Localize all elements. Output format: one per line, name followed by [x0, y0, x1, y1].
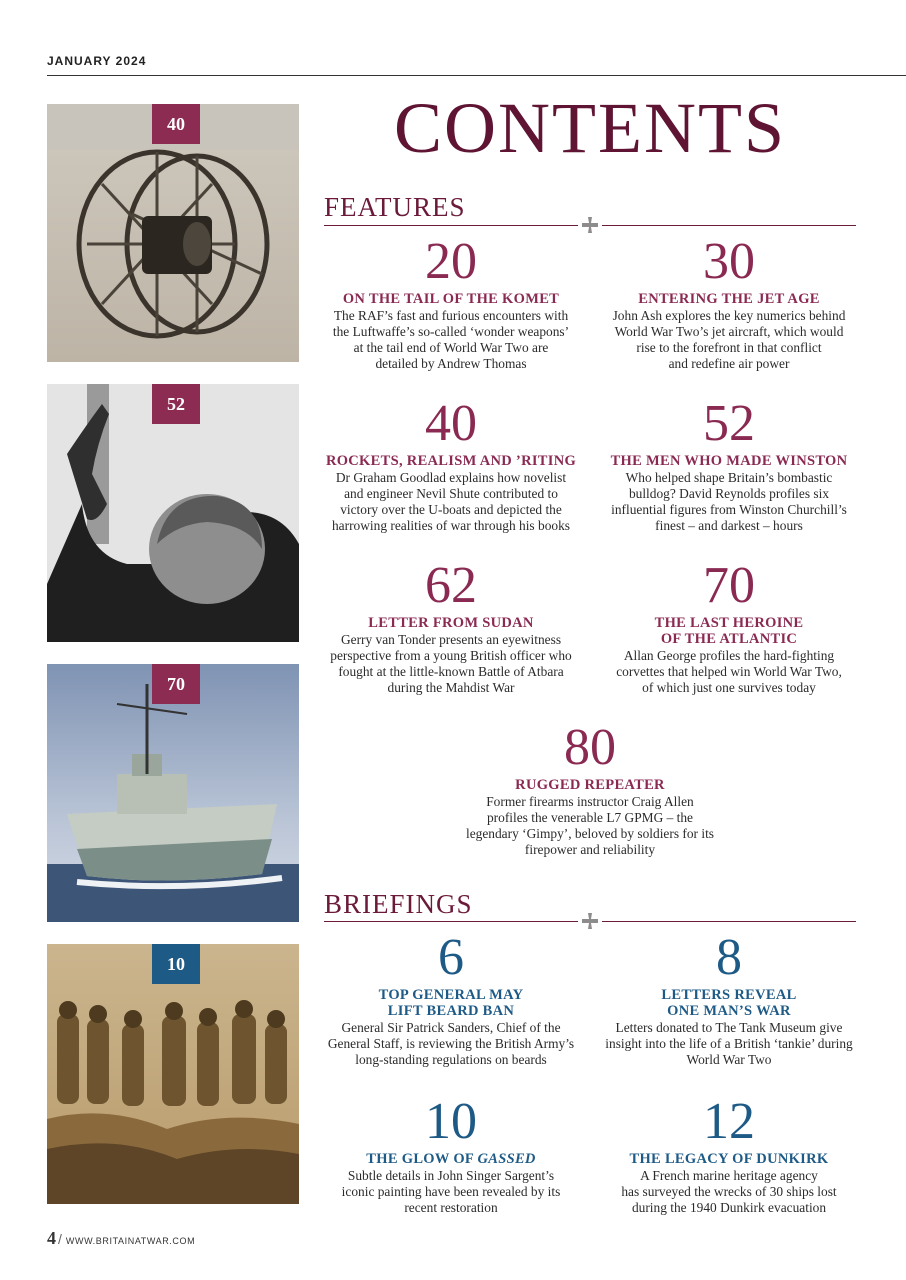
website-link[interactable]: WWW.BRITAINATWAR.COM [65, 1236, 196, 1246]
page-number: 4 [47, 1228, 56, 1248]
thumbnail-corvette[interactable] [47, 664, 299, 922]
feature-entry[interactable] [321, 395, 581, 534]
feature-title: THE LAST HEROINE OF THE ATLANTIC [654, 615, 804, 647]
thumbnail-churchill[interactable] [47, 384, 299, 642]
briefing-description: Letters donated to The Tank Museum give insight into the life of a British ‘tankie’ during World War Two [605, 1020, 853, 1067]
briefings-heading: BRIEFINGS [324, 889, 473, 919]
briefing-entry[interactable] [599, 1093, 859, 1216]
page-badge-70: 70 [152, 664, 200, 704]
feature-page-number: 52 [703, 395, 755, 452]
page-title: CONTENTS [394, 88, 786, 168]
thumbnail-wheeled-device[interactable] [47, 104, 299, 362]
page-footer [47, 1228, 195, 1249]
features-rule [324, 220, 856, 232]
header-rule [47, 75, 906, 76]
feature-title: ON THE TAIL OF THE KOMET [342, 291, 560, 307]
feature-page-number: 40 [425, 395, 477, 452]
briefing-title: THE LEGACY OF DUNKIRK [629, 1151, 829, 1167]
page-badge-10: 10 [152, 944, 200, 984]
feature-entry[interactable] [321, 233, 581, 372]
briefing-description: Subtle details in John Singer Sargent’s iconic painting have been revealed by its recent restoration [341, 1168, 561, 1215]
briefing-page-number: 12 [703, 1093, 755, 1150]
feature-page-number: 62 [425, 557, 477, 614]
feature-description: Allan George profiles the hard-fighting corvettes that helped win World War Two, of which just one survives today [616, 648, 842, 695]
feature-page-number: 80 [564, 719, 616, 776]
feature-entry[interactable] [321, 557, 581, 696]
page-badge-52: 52 [152, 384, 200, 424]
feature-description: Former firearms instructor Craig Allen profiles the venerable L7 GPMG – the legendary ‘Gimpy’, beloved by soldiers for its firepower and reliability [465, 794, 715, 857]
briefing-title: THE GLOW OF GASSED [366, 1151, 536, 1167]
briefing-description: General Sir Patrick Sanders, Chief of the General Staff, is reviewing the British Army’s long-standing regulations on beards [327, 1020, 575, 1067]
briefing-entry[interactable] [599, 929, 859, 1068]
feature-entry[interactable] [599, 557, 859, 696]
briefing-page-number: 8 [716, 929, 742, 986]
issue-date: JANUARY 2024 [47, 54, 147, 68]
feature-description: John Ash explores the key numerics behind World War Two’s jet aircraft, which would rise to the forefront in that conflict and redefine air power [612, 308, 846, 371]
features-heading: FEATURES [324, 192, 466, 222]
feature-page-number: 20 [425, 233, 477, 290]
feature-title: LETTER FROM SUDAN [368, 615, 534, 631]
feature-page-number: 30 [703, 233, 755, 290]
briefing-page-number: 6 [438, 929, 464, 986]
briefing-title: LETTERS REVEAL ONE MAN’S WAR [661, 987, 797, 1019]
cross-ornament-icon [582, 913, 598, 929]
thumbnail-gassed-painting[interactable] [47, 944, 299, 1204]
footer-divider: / [58, 1231, 62, 1247]
cross-ornament-icon [582, 217, 598, 233]
feature-description: Who helped shape Britain’s bombastic bulldog? David Reynolds profiles six influential figures from Winston Churchill’s finest – and darkest – hours [611, 470, 847, 533]
feature-title: RUGGED REPEATER [515, 777, 665, 793]
feature-entry[interactable] [599, 233, 859, 372]
feature-title: ENTERING THE JET AGE [638, 291, 820, 307]
feature-title: ROCKETS, REALISM AND ’RITING [325, 453, 577, 469]
feature-entry[interactable] [460, 719, 720, 858]
briefing-description: A French marine heritage agency has surveyed the wrecks of 30 ships lost during the 1940 Dunkirk evacuation [621, 1168, 837, 1215]
feature-description: Gerry van Tonder presents an eyewitness perspective from a young British officer who fought at the little-known Battle of Atbara during the Mahdist War [330, 632, 572, 695]
feature-title: THE MEN WHO MADE WINSTON [610, 453, 848, 469]
briefing-entry[interactable] [321, 929, 581, 1068]
briefing-page-number: 10 [425, 1093, 477, 1150]
feature-entry[interactable] [599, 395, 859, 534]
feature-page-number: 70 [703, 557, 755, 614]
briefings-rule [324, 916, 856, 928]
feature-description: Dr Graham Goodlad explains how novelist and engineer Nevil Shute contributed to victory over the U-boats and depicted the harrowing realities of war through his books [331, 470, 570, 533]
feature-description: The RAF’s fast and furious encounters with the Luftwaffe’s so-called ‘wonder weapons’ at the tail end of World War Two are detailed by Andrew Thomas [332, 308, 570, 371]
page-badge-40: 40 [152, 104, 200, 144]
briefing-title: TOP GENERAL MAY LIFT BEARD BAN [378, 987, 524, 1019]
briefing-entry[interactable] [321, 1093, 581, 1216]
